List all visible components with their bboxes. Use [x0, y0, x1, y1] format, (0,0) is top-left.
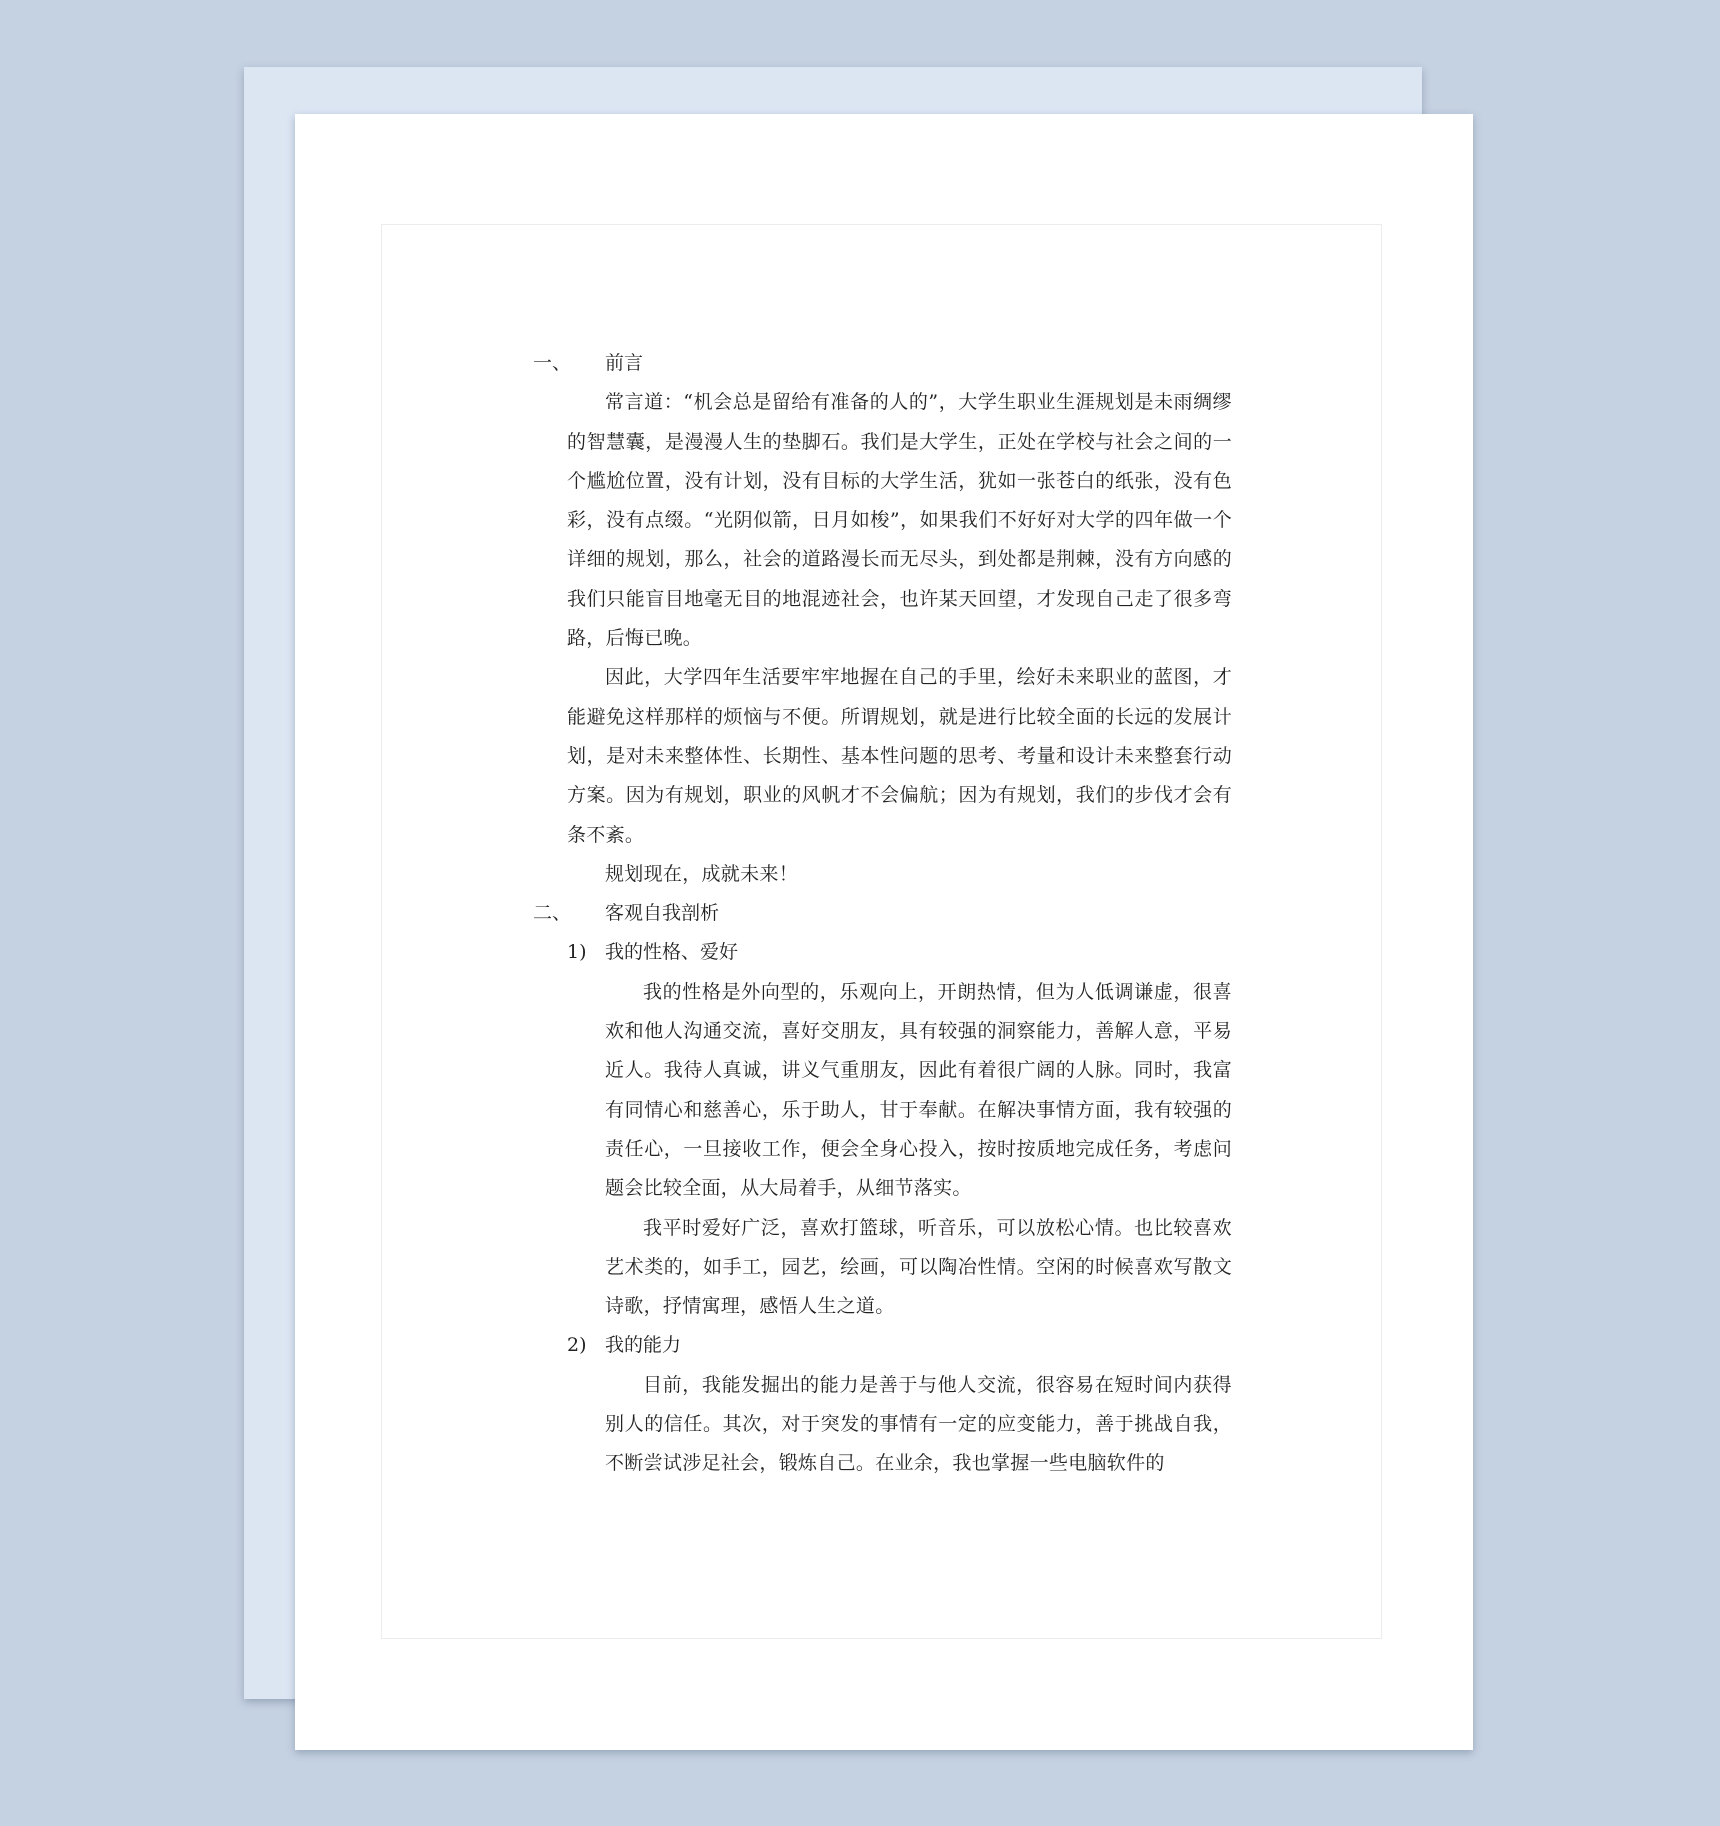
- subsection-body: [533, 973, 1232, 1327]
- paragraph: 常言道：“机会总是留给有准备的人的”，大学生职业生涯规划是未雨绸缪的智慧囊，是漫漫人生的垫脚石。我们是大学生，正处在学校与社会之间的一个尴尬位置，没有计划，没有目标的大学生活，犹如一张苍白的纸张，没有色彩，没有点缀。“光阴似箭，日月如梭”，如果我们不好好对大学的四年做一个详细的规划，那么，社会的道路漫长而无尽头，到处都是荆棘，没有方向感的我们只能盲目地毫无目的地混迹社会，也许某天回望，才发现自己走了很多弯路，后悔已晚。: [567, 391, 1232, 650]
- subsection-body: [533, 1366, 1232, 1484]
- subsection-heading: [533, 933, 1208, 972]
- section-number: 二、: [533, 902, 572, 925]
- document-body: [533, 344, 1232, 1484]
- section-heading: [533, 894, 1208, 933]
- section-title: 前言: [605, 352, 644, 374]
- paragraph: 我的性格是外向型的，乐观向上，开朗热情，但为人低调谦虚，很喜欢和他人沟通交流，喜好交朋友，具有较强的洞察能力，善解人意，平易近人。我待人真诚，讲义气重朋友，因此有着很广阔的人脉。同时，我富有同情心和慈善心，乐于助人，甘于奉献。在解决事情方面，我有较强的责任心，一旦接收工作，便会全身心投入，按时按质地完成任务，考虑问题会比较全面，从大局着手，从细节落实。: [605, 980, 1232, 1200]
- subsection-number: 1): [567, 941, 587, 964]
- section-title: 客观自我剖析: [605, 902, 720, 925]
- subsection-title: 我的性格、爱好: [605, 941, 739, 964]
- subsection-title: 我的能力: [605, 1334, 682, 1357]
- subsection-heading: [533, 1326, 1208, 1365]
- document-page: [295, 114, 1473, 1750]
- section-number: 一、: [533, 352, 572, 374]
- paragraph: 目前，我能发掘出的能力是善于与他人交流，很容易在短时间内获得别人的信任。其次，对于突发的事情有一定的应变能力，善于挑战自我，不断尝试涉足社会，锻炼自己。在业余，我也掌握一些电脑软件的: [605, 1373, 1232, 1475]
- paragraph: 我平时爱好广泛，喜欢打篮球，听音乐，可以放松心情。也比较喜欢艺术类的，如手工，园艺，绘画，可以陶冶性情。空闲的时候喜欢写散文诗歌，抒情寓理，感悟人生之道。: [605, 1216, 1232, 1318]
- paragraph: 规划现在，成就未来！: [605, 862, 799, 885]
- subsection-number: 2): [567, 1334, 587, 1357]
- paragraph: 因此，大学四年生活要牢牢地握在自己的手里，绘好未来职业的蓝图，才能避免这样那样的烦恼与不便。所谓规划，就是进行比较全面的长远的发展计划，是对未来整体性、长期性、基本性问题的思考、考量和设计未来整套行动方案。因为有规划，职业的风帆才不会偏航；因为有规划，我们的步伐才会有条不紊。: [567, 666, 1232, 846]
- section-body: [533, 383, 1232, 894]
- section-heading: [533, 344, 1208, 383]
